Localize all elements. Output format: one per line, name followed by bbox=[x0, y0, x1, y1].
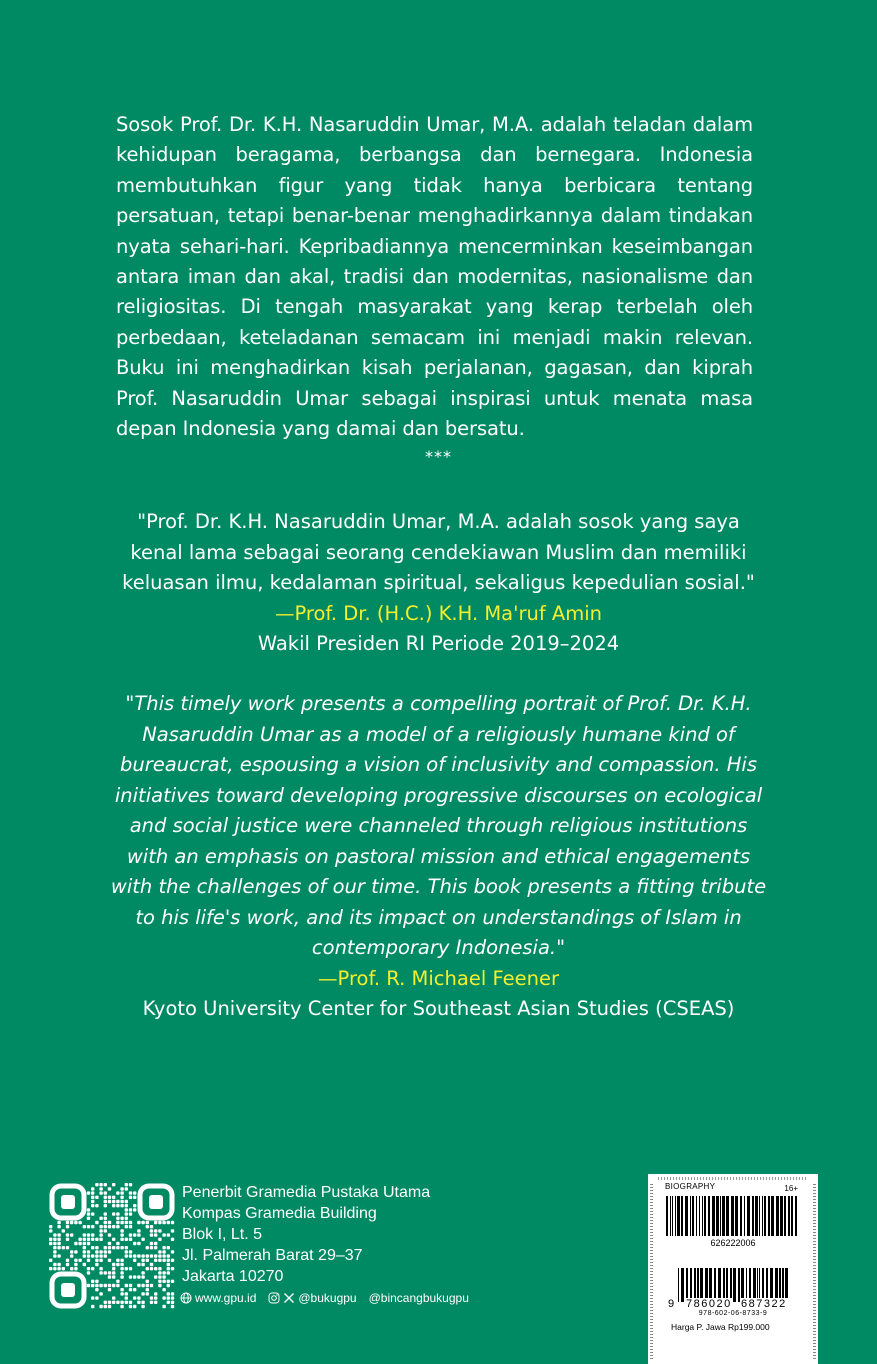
internal-barcode bbox=[666, 1196, 800, 1236]
price-label: Harga P. Jawa Rp199.000 bbox=[671, 1322, 770, 1332]
ean-left-digits: 786020 bbox=[686, 1298, 732, 1310]
publisher-building: Kompas Gramedia Building bbox=[182, 1205, 377, 1222]
endorsement-2-affiliation: Kyoto University Center for Southeast Asian Studies (CSEAS) bbox=[142, 997, 735, 1020]
social-handle[interactable]: @bukugpu bbox=[298, 1291, 357, 1305]
globe-icon bbox=[180, 1292, 192, 1304]
blurb-text: Sosok Prof. Dr. K.H. Nasaruddin Umar, M.A. adalah teladan dalam kehidupan beragama, berbangsa dan bernegara. Indonesia membutuhkan figur yang tidak hanya berbicara tentang persatuan, tetapi benar-benar menghadirkannya dalam tindakan nyata sehari-hari. Kepribadiannya mencerminkan keseimbangan antara iman dan akal, tradisi dan modernitas, nasionalisme dan religiositas. Di tengah masyarakat yang kerap terbelah oleh perbedaan, keteladanan semacam ini menjadi makin relevan. Buku ini menghadirkan kisah perjalanan, gagasan, dan kiprah Prof. Nasaruddin Umar sebagai inspirasi untuk menata masa depan Indonesia yang damai dan bersatu. bbox=[116, 113, 753, 441]
publisher-street: Jl. Palmerah Barat 29–37 bbox=[182, 1247, 363, 1264]
x-icon bbox=[283, 1292, 295, 1304]
publisher-city: Jakarta 10270 bbox=[182, 1268, 284, 1285]
community-handle[interactable]: @bincangbukugpu bbox=[368, 1291, 469, 1305]
sticker-microtext-right bbox=[813, 1184, 816, 1359]
publisher-links bbox=[180, 1291, 469, 1305]
publisher-address bbox=[182, 1182, 430, 1287]
ean-right-digits: 687322 bbox=[741, 1298, 787, 1310]
sticker-microtext-top bbox=[658, 1177, 808, 1180]
instagram-icon bbox=[268, 1292, 280, 1304]
sticker-category: BIOGRAPHY bbox=[665, 1182, 716, 1191]
qr-code-icon bbox=[49, 1183, 175, 1309]
endorsement-2-text: "This timely work presents a compelling portrait of Prof. Dr. K.H. Nasaruddin Umar as a model of a religiously humane kind of bureaucrat, espousing a vision of inclusivity and compassion. His initiatives toward developing progressive discourses on ecological and social justice were channeled through religious institutions with an emphasis on pastoral mission and ethical engagements with the challenges of our time. This book presents a fitting tribute to his life's work, and its impact on understandings of Islam in contemporary Indonesia." bbox=[110, 692, 767, 959]
isbn-number: 978-602-06-8733-9 bbox=[698, 1310, 768, 1317]
endorsement-2-author: —Prof. R. Michael Feener bbox=[318, 966, 559, 990]
internal-barcode-number: 626222006 bbox=[710, 1238, 756, 1248]
website-link[interactable]: www.gpu.id bbox=[195, 1291, 257, 1305]
sticker-age-rating: 16+ bbox=[784, 1184, 798, 1193]
endorsement-2 bbox=[110, 689, 767, 1025]
publisher-name: Penerbit Gramedia Pustaka Utama bbox=[182, 1184, 431, 1201]
endorsement-1 bbox=[110, 507, 767, 660]
section-separator: *** bbox=[425, 447, 452, 466]
endorsement-1-affiliation: Wakil Presiden RI Periode 2019–2024 bbox=[257, 632, 620, 655]
endorsement-1-text: "Prof. Dr. K.H. Nasaruddin Umar, M.A. adalah sosok yang saya kenal lama sebagai seorang cendekiawan Muslim dan memiliki keluasan ilmu, kedalaman spiritual, sekaligus kepedulian sosial." bbox=[122, 510, 755, 594]
barcode-sticker bbox=[648, 1174, 818, 1364]
endorsement-1-author: —Prof. Dr. (H.C.) K.H. Ma'ruf Amin bbox=[274, 601, 603, 625]
publisher-block: Blok I, Lt. 5 bbox=[182, 1226, 263, 1243]
sticker-microtext-left bbox=[650, 1184, 653, 1359]
ean-first-digit: 9 bbox=[668, 1298, 675, 1310]
